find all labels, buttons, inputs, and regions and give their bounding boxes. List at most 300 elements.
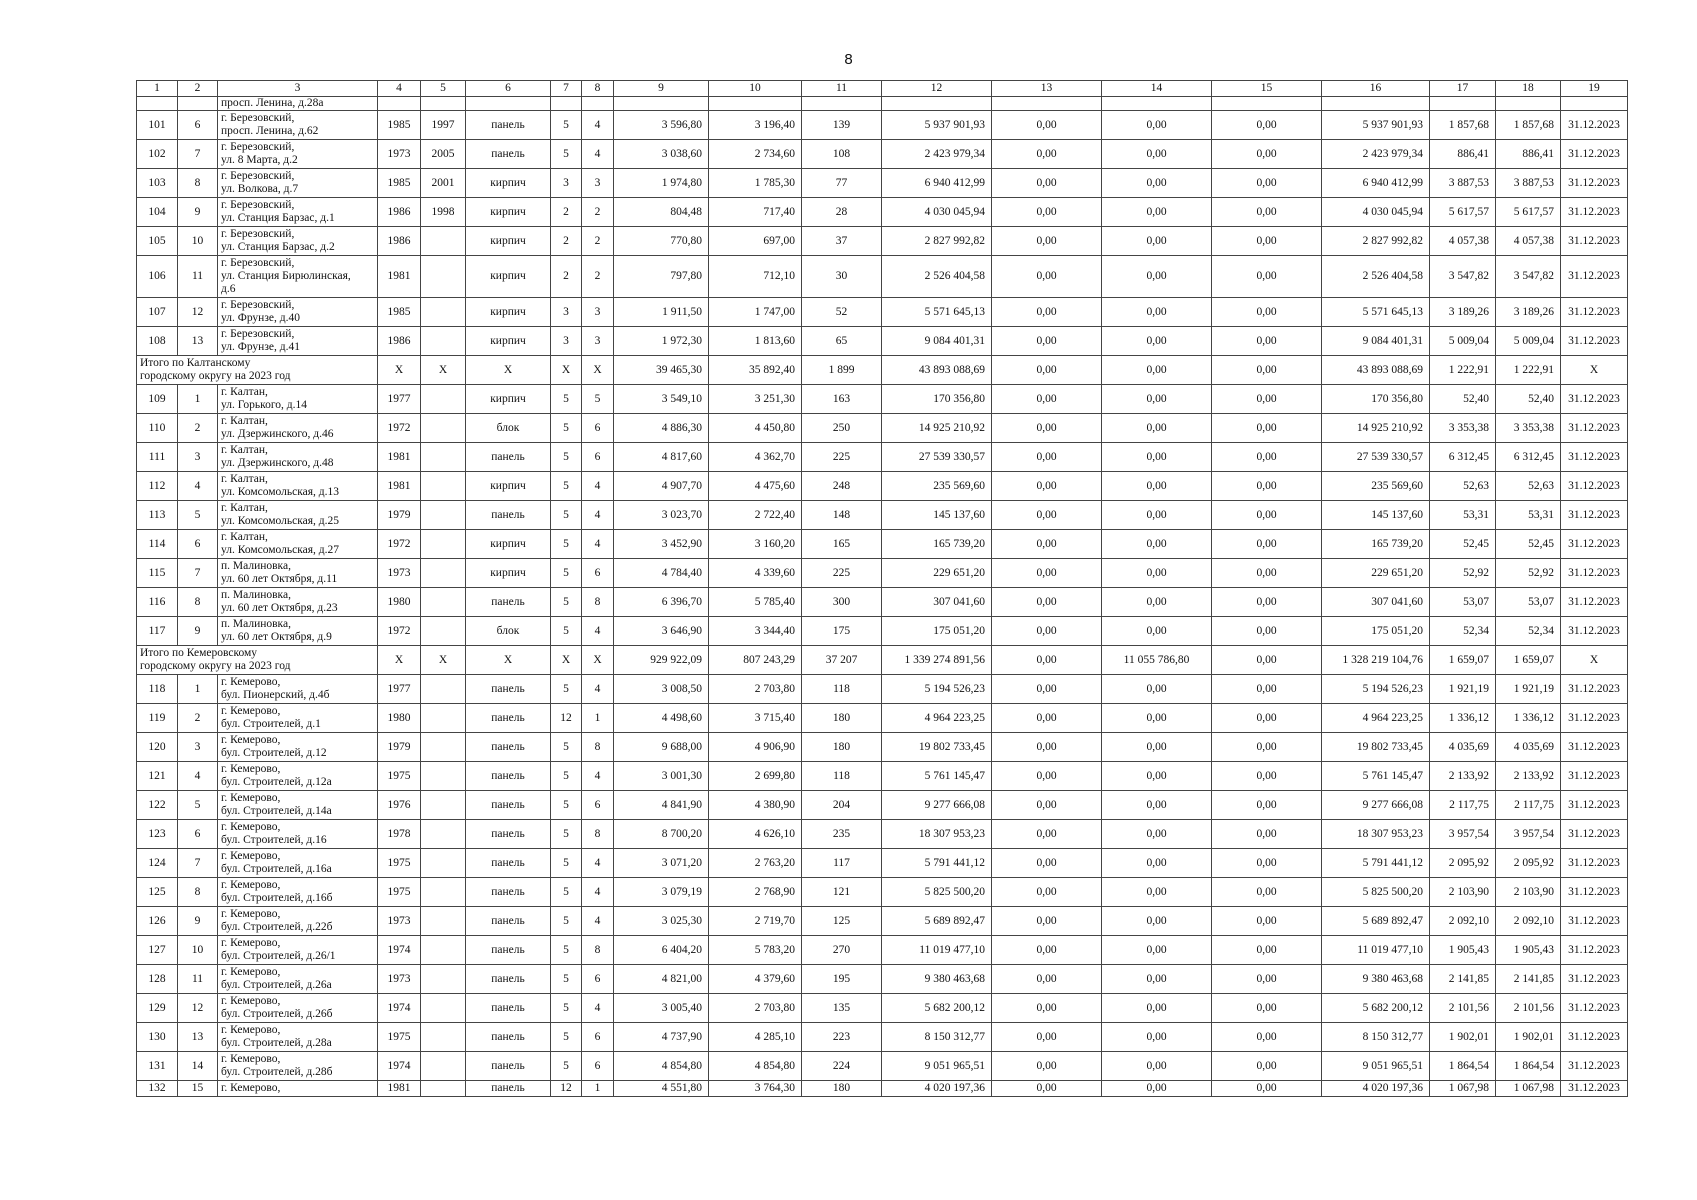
- wall-material: кирпич: [466, 385, 551, 414]
- value-col-11: 117: [802, 849, 882, 878]
- completion-date: 31.12.2023: [1561, 443, 1628, 472]
- row-number: 128: [137, 965, 178, 994]
- value-col-17: 2 092,10: [1430, 907, 1496, 936]
- completion-date: 31.12.2023: [1561, 762, 1628, 791]
- value-col-16: 9 084 401,31: [1322, 327, 1430, 356]
- year-commissioned: [421, 878, 466, 907]
- value-col-18: 3 189,26: [1496, 298, 1561, 327]
- floors: 5: [551, 443, 582, 472]
- address-line: г. Калтан,: [221, 502, 268, 514]
- wall-material: панель: [466, 1023, 551, 1052]
- value-col-14: 0,00: [1102, 530, 1212, 559]
- value-col-12: 5 194 526,23: [882, 675, 992, 704]
- address-line: бул. Строителей, д.16а: [221, 863, 332, 875]
- entrances: 2: [582, 227, 614, 256]
- value-col-14: 0,00: [1102, 298, 1212, 327]
- value-col-9: 1 911,50: [614, 298, 709, 327]
- completion-date: 31.12.2023: [1561, 140, 1628, 169]
- wall-material: X: [466, 356, 551, 385]
- year-commissioned: [421, 559, 466, 588]
- column-header-5: 5: [421, 81, 466, 97]
- address: [218, 965, 378, 994]
- address-line: г. Кемерово,: [221, 705, 281, 717]
- value-col-12: 4 020 197,36: [882, 1081, 992, 1097]
- floors: 12: [551, 704, 582, 733]
- value-col-9: 4 817,60: [614, 443, 709, 472]
- completion-date: 31.12.2023: [1561, 704, 1628, 733]
- year-commissioned: [421, 1081, 466, 1097]
- floors: 5: [551, 820, 582, 849]
- year-built: 1981: [378, 443, 421, 472]
- year-commissioned: [421, 1023, 466, 1052]
- year-commissioned: [421, 1052, 466, 1081]
- address-line: ул. Станция Бирюлинская,: [221, 270, 351, 282]
- completion-date: 31.12.2023: [1561, 256, 1628, 298]
- value-col-11: 118: [802, 675, 882, 704]
- address-line: г. Калтан,: [221, 444, 268, 456]
- address-line: п. Малиновка,: [221, 589, 291, 601]
- address-line: г. Калтан,: [221, 386, 268, 398]
- completion-date: 31.12.2023: [1561, 414, 1628, 443]
- value-col-13: 0,00: [992, 111, 1102, 140]
- year-commissioned: [421, 501, 466, 530]
- value-col-14: 0,00: [1102, 111, 1212, 140]
- value-col-10: 4 362,70: [709, 443, 802, 472]
- value-col-17: 2 103,90: [1430, 878, 1496, 907]
- value-col-15: 0,00: [1212, 198, 1322, 227]
- address: [218, 849, 378, 878]
- value-col-9: 4 854,80: [614, 1052, 709, 1081]
- value-col-12: 9 084 401,31: [882, 327, 992, 356]
- value-col-13: 0,00: [992, 256, 1102, 298]
- table-row: [137, 907, 1628, 936]
- value-col-13: 0,00: [992, 733, 1102, 762]
- value-col-12: 9 277 666,08: [882, 791, 992, 820]
- wall-material: панель: [466, 994, 551, 1023]
- value-col-11: 65: [802, 327, 882, 356]
- year-commissioned: 2001: [421, 169, 466, 198]
- address: [218, 530, 378, 559]
- value-col-18: 3 353,38: [1496, 414, 1561, 443]
- year-commissioned: [421, 791, 466, 820]
- value-col-17: 52,45: [1430, 530, 1496, 559]
- row-number: 125: [137, 878, 178, 907]
- year-built: X: [378, 646, 421, 675]
- value-col-13: 0,00: [992, 298, 1102, 327]
- row-number: 110: [137, 414, 178, 443]
- table-row: [137, 791, 1628, 820]
- table-row: [137, 878, 1628, 907]
- local-number: 8: [178, 169, 218, 198]
- row-number: 132: [137, 1081, 178, 1097]
- value-col-11: 37 207: [802, 646, 882, 675]
- value-col-17: 1 659,07: [1430, 646, 1496, 675]
- row-number: 122: [137, 791, 178, 820]
- value-col-12: 9 051 965,51: [882, 1052, 992, 1081]
- value-col-11: 250: [802, 414, 882, 443]
- value-col-9: 3 001,30: [614, 762, 709, 791]
- row-number: 119: [137, 704, 178, 733]
- completion-date: 31.12.2023: [1561, 1081, 1628, 1097]
- value-col-10: 4 450,80: [709, 414, 802, 443]
- value-col-18: 53,07: [1496, 588, 1561, 617]
- year-built: 1973: [378, 965, 421, 994]
- value-col-14: 0,00: [1102, 140, 1212, 169]
- value-col-9: 3 023,70: [614, 501, 709, 530]
- value-col-13: 0,00: [992, 965, 1102, 994]
- value-col-14: 0,00: [1102, 617, 1212, 646]
- value-col-11: 224: [802, 1052, 882, 1081]
- address-line: г. Березовский,: [221, 112, 295, 124]
- value-col-11: 163: [802, 385, 882, 414]
- row-number: 129: [137, 994, 178, 1023]
- address-line: ул. Станция Барзас, д.1: [221, 212, 335, 224]
- entrances: 2: [582, 198, 614, 227]
- address-line: г. Кемерово,: [221, 908, 281, 920]
- value-col-18: 2 117,75: [1496, 791, 1561, 820]
- value-col-9: 8 700,20: [614, 820, 709, 849]
- value-col-12: 5 937 901,93: [882, 111, 992, 140]
- value-col-11: 235: [802, 820, 882, 849]
- local-number: 6: [178, 111, 218, 140]
- value-col-12: 2 526 404,58: [882, 256, 992, 298]
- value-col-10: 3 251,30: [709, 385, 802, 414]
- local-number: 6: [178, 820, 218, 849]
- value-col-12: 6 940 412,99: [882, 169, 992, 198]
- value-col-10: 2 699,80: [709, 762, 802, 791]
- row-number: 116: [137, 588, 178, 617]
- year-commissioned: [421, 443, 466, 472]
- completion-date: 31.12.2023: [1561, 169, 1628, 198]
- year-built: 1977: [378, 675, 421, 704]
- address-line: бул. Строителей, д.12: [221, 747, 327, 759]
- value-col-18: 52,34: [1496, 617, 1561, 646]
- floors: 12: [551, 1081, 582, 1097]
- year-built: 1975: [378, 878, 421, 907]
- value-col-9: 3 071,20: [614, 849, 709, 878]
- value-col-16: 1 328 219 104,76: [1322, 646, 1430, 675]
- column-header-12: 12: [882, 81, 992, 97]
- value-col-18: 2 133,92: [1496, 762, 1561, 791]
- value-col-11: 248: [802, 472, 882, 501]
- value-col-10: 1 785,30: [709, 169, 802, 198]
- year-commissioned: [421, 327, 466, 356]
- value-col-13: 0,00: [992, 820, 1102, 849]
- value-col-9: 3 452,90: [614, 530, 709, 559]
- wall-material: панель: [466, 762, 551, 791]
- value-col-9: 6 396,70: [614, 588, 709, 617]
- entrances: 6: [582, 414, 614, 443]
- entrances: 1: [582, 1081, 614, 1097]
- value-col-15: 0,00: [1212, 704, 1322, 733]
- year-commissioned: [421, 256, 466, 298]
- value-col-14: 0,00: [1102, 227, 1212, 256]
- value-col-16: 4 030 045,94: [1322, 198, 1430, 227]
- column-header-10: 10: [709, 81, 802, 97]
- floors: 5: [551, 472, 582, 501]
- floors: 5: [551, 1023, 582, 1052]
- value-col-16: 229 651,20: [1322, 559, 1430, 588]
- value-col-14: 0,00: [1102, 327, 1212, 356]
- column-header-9: 9: [614, 81, 709, 97]
- year-built: 1974: [378, 936, 421, 965]
- year-built: 1976: [378, 791, 421, 820]
- value-col-11: 125: [802, 907, 882, 936]
- value-col-15: 0,00: [1212, 140, 1322, 169]
- wall-material: блок: [466, 617, 551, 646]
- value-col-16: 19 802 733,45: [1322, 733, 1430, 762]
- value-col-9: 39 465,30: [614, 356, 709, 385]
- completion-date: 31.12.2023: [1561, 501, 1628, 530]
- value-col-18: 2 095,92: [1496, 849, 1561, 878]
- address-line: ул. 60 лет Октября, д.11: [221, 573, 338, 585]
- year-built: 1980: [378, 704, 421, 733]
- address-line: г. Кемерово,: [221, 966, 281, 978]
- value-col-18: 52,40: [1496, 385, 1561, 414]
- value-col-15: 0,00: [1212, 227, 1322, 256]
- value-col-15: 0,00: [1212, 1081, 1322, 1097]
- floors: 5: [551, 936, 582, 965]
- address: [218, 501, 378, 530]
- table-row: [137, 472, 1628, 501]
- housing-registry-table: [136, 80, 1628, 1097]
- wall-material: панель: [466, 936, 551, 965]
- value-col-16: 6 940 412,99: [1322, 169, 1430, 198]
- value-col-18: 4 035,69: [1496, 733, 1561, 762]
- value-col-17: 52,63: [1430, 472, 1496, 501]
- completion-date: X: [1561, 356, 1628, 385]
- entrances: 4: [582, 878, 614, 907]
- value-col-11: 223: [802, 1023, 882, 1052]
- value-col-15: 0,00: [1212, 965, 1322, 994]
- year-commissioned: [421, 965, 466, 994]
- value-col-17: 2 101,56: [1430, 994, 1496, 1023]
- value-col-9: 4 841,90: [614, 791, 709, 820]
- local-number: 1: [178, 385, 218, 414]
- value-col-17: 1 222,91: [1430, 356, 1496, 385]
- table-row: [137, 414, 1628, 443]
- value-col-10: 1 747,00: [709, 298, 802, 327]
- value-col-17: 3 189,26: [1430, 298, 1496, 327]
- entrances: 6: [582, 1052, 614, 1081]
- continuation-address: просп. Ленина, д.28а: [218, 97, 378, 111]
- entrances: 8: [582, 733, 614, 762]
- address-line: просп. Ленина, д.62: [221, 125, 319, 137]
- wall-material: панель: [466, 140, 551, 169]
- value-col-11: 180: [802, 1081, 882, 1097]
- local-number: 8: [178, 588, 218, 617]
- value-col-16: 9 051 965,51: [1322, 1052, 1430, 1081]
- local-number: 13: [178, 327, 218, 356]
- value-col-18: 2 141,85: [1496, 965, 1561, 994]
- completion-date: 31.12.2023: [1561, 198, 1628, 227]
- value-col-10: 4 285,10: [709, 1023, 802, 1052]
- value-col-17: 3 957,54: [1430, 820, 1496, 849]
- value-col-17: 886,41: [1430, 140, 1496, 169]
- value-col-17: 53,07: [1430, 588, 1496, 617]
- value-col-14: 0,00: [1102, 994, 1212, 1023]
- entrances: X: [582, 356, 614, 385]
- value-col-13: 0,00: [992, 617, 1102, 646]
- wall-material: кирпич: [466, 530, 551, 559]
- table-row: [137, 111, 1628, 140]
- value-col-17: 6 312,45: [1430, 443, 1496, 472]
- entrances: 8: [582, 820, 614, 849]
- year-built: 1977: [378, 385, 421, 414]
- address-line: бул. Строителей, д.12а: [221, 776, 332, 788]
- value-col-10: 2 763,20: [709, 849, 802, 878]
- value-col-17: 2 117,75: [1430, 791, 1496, 820]
- value-col-15: 0,00: [1212, 327, 1322, 356]
- value-col-11: 139: [802, 111, 882, 140]
- total-label-line: Итого по Калтанскому: [140, 357, 251, 369]
- value-col-14: 0,00: [1102, 559, 1212, 588]
- value-col-12: 5 682 200,12: [882, 994, 992, 1023]
- value-col-14: 0,00: [1102, 414, 1212, 443]
- floors: 5: [551, 675, 582, 704]
- value-col-13: 0,00: [992, 169, 1102, 198]
- value-col-10: 717,40: [709, 198, 802, 227]
- total-label: [137, 356, 378, 385]
- page-number: 8: [844, 51, 853, 68]
- address-line: г. Калтан,: [221, 415, 268, 427]
- year-commissioned: [421, 820, 466, 849]
- value-col-15: 0,00: [1212, 791, 1322, 820]
- value-col-16: 14 925 210,92: [1322, 414, 1430, 443]
- entrances: 4: [582, 111, 614, 140]
- address-line: д.6: [221, 283, 236, 295]
- value-col-13: 0,00: [992, 675, 1102, 704]
- total-label-line: Итого по Кемеровскому: [140, 647, 258, 659]
- wall-material: панель: [466, 878, 551, 907]
- local-number: 10: [178, 936, 218, 965]
- local-number: 9: [178, 907, 218, 936]
- address: [218, 111, 378, 140]
- value-col-9: 4 784,40: [614, 559, 709, 588]
- value-col-13: 0,00: [992, 907, 1102, 936]
- value-col-17: 3 547,82: [1430, 256, 1496, 298]
- value-col-12: 4 964 223,25: [882, 704, 992, 733]
- value-col-16: 5 825 500,20: [1322, 878, 1430, 907]
- value-col-10: 2 722,40: [709, 501, 802, 530]
- row-number: 115: [137, 559, 178, 588]
- address: [218, 1052, 378, 1081]
- year-commissioned: [421, 298, 466, 327]
- value-col-15: 0,00: [1212, 617, 1322, 646]
- table-row: [137, 617, 1628, 646]
- value-col-17: 5 617,57: [1430, 198, 1496, 227]
- row-number: 123: [137, 820, 178, 849]
- value-col-11: 118: [802, 762, 882, 791]
- address-line: г. Березовский,: [221, 257, 295, 269]
- value-col-13: 0,00: [992, 356, 1102, 385]
- table-row: [137, 936, 1628, 965]
- value-col-10: 5 783,20: [709, 936, 802, 965]
- entrances: 4: [582, 907, 614, 936]
- local-number: 6: [178, 530, 218, 559]
- value-col-15: 0,00: [1212, 849, 1322, 878]
- floors: 5: [551, 559, 582, 588]
- address: [218, 443, 378, 472]
- total-label-line: городскому округу на 2023 год: [140, 370, 291, 382]
- local-number: 9: [178, 617, 218, 646]
- row-number: 104: [137, 198, 178, 227]
- value-col-14: 0,00: [1102, 443, 1212, 472]
- address-line: бул. Строителей, д.28б: [221, 1066, 333, 1078]
- value-col-9: 3 005,40: [614, 994, 709, 1023]
- value-col-14: 0,00: [1102, 791, 1212, 820]
- value-col-9: 4 907,70: [614, 472, 709, 501]
- year-commissioned: [421, 414, 466, 443]
- local-number: 7: [178, 140, 218, 169]
- address-line: г. Кемерово,: [221, 937, 281, 949]
- value-col-18: 53,31: [1496, 501, 1561, 530]
- column-header-8: 8: [582, 81, 614, 97]
- value-col-14: 0,00: [1102, 675, 1212, 704]
- value-col-16: 2 827 992,82: [1322, 227, 1430, 256]
- value-col-15: 0,00: [1212, 675, 1322, 704]
- floors: 5: [551, 588, 582, 617]
- value-col-15: 0,00: [1212, 1052, 1322, 1081]
- address-line: п. Малиновка,: [221, 560, 291, 572]
- year-built: 1973: [378, 907, 421, 936]
- value-col-12: 307 041,60: [882, 588, 992, 617]
- value-col-14: 0,00: [1102, 1052, 1212, 1081]
- entrances: 4: [582, 675, 614, 704]
- value-col-15: 0,00: [1212, 472, 1322, 501]
- floors: 5: [551, 791, 582, 820]
- value-col-11: 52: [802, 298, 882, 327]
- address: [218, 704, 378, 733]
- address-line: ул. Комсомольская, д.27: [221, 544, 340, 556]
- value-col-10: 4 854,80: [709, 1052, 802, 1081]
- column-header-7: 7: [551, 81, 582, 97]
- year-built: 1972: [378, 617, 421, 646]
- value-col-15: 0,00: [1212, 936, 1322, 965]
- entrances: 8: [582, 936, 614, 965]
- column-header-13: 13: [992, 81, 1102, 97]
- table-row: [137, 385, 1628, 414]
- year-built: 1985: [378, 169, 421, 198]
- value-col-12: 229 651,20: [882, 559, 992, 588]
- wall-material: панель: [466, 907, 551, 936]
- value-col-9: 770,80: [614, 227, 709, 256]
- address-line: г. Березовский,: [221, 170, 295, 182]
- value-col-9: 9 688,00: [614, 733, 709, 762]
- row-number: 121: [137, 762, 178, 791]
- address-line: бул. Строителей, д.28а: [221, 1037, 332, 1049]
- value-col-14: 0,00: [1102, 878, 1212, 907]
- entrances: 4: [582, 849, 614, 878]
- address-line: ул. Дзержинского, д.48: [221, 457, 334, 469]
- local-number: 13: [178, 1023, 218, 1052]
- value-col-15: 0,00: [1212, 111, 1322, 140]
- completion-date: 31.12.2023: [1561, 588, 1628, 617]
- value-col-11: 37: [802, 227, 882, 256]
- value-col-18: 1 222,91: [1496, 356, 1561, 385]
- entrances: 6: [582, 791, 614, 820]
- value-col-11: 77: [802, 169, 882, 198]
- value-col-16: 5 791 441,12: [1322, 849, 1430, 878]
- value-col-11: 1 899: [802, 356, 882, 385]
- value-col-18: 5 009,04: [1496, 327, 1561, 356]
- floors: 5: [551, 965, 582, 994]
- column-header-19: 19: [1561, 81, 1628, 97]
- year-built: 1975: [378, 762, 421, 791]
- completion-date: 31.12.2023: [1561, 1052, 1628, 1081]
- floors: 5: [551, 849, 582, 878]
- value-col-10: 2 719,70: [709, 907, 802, 936]
